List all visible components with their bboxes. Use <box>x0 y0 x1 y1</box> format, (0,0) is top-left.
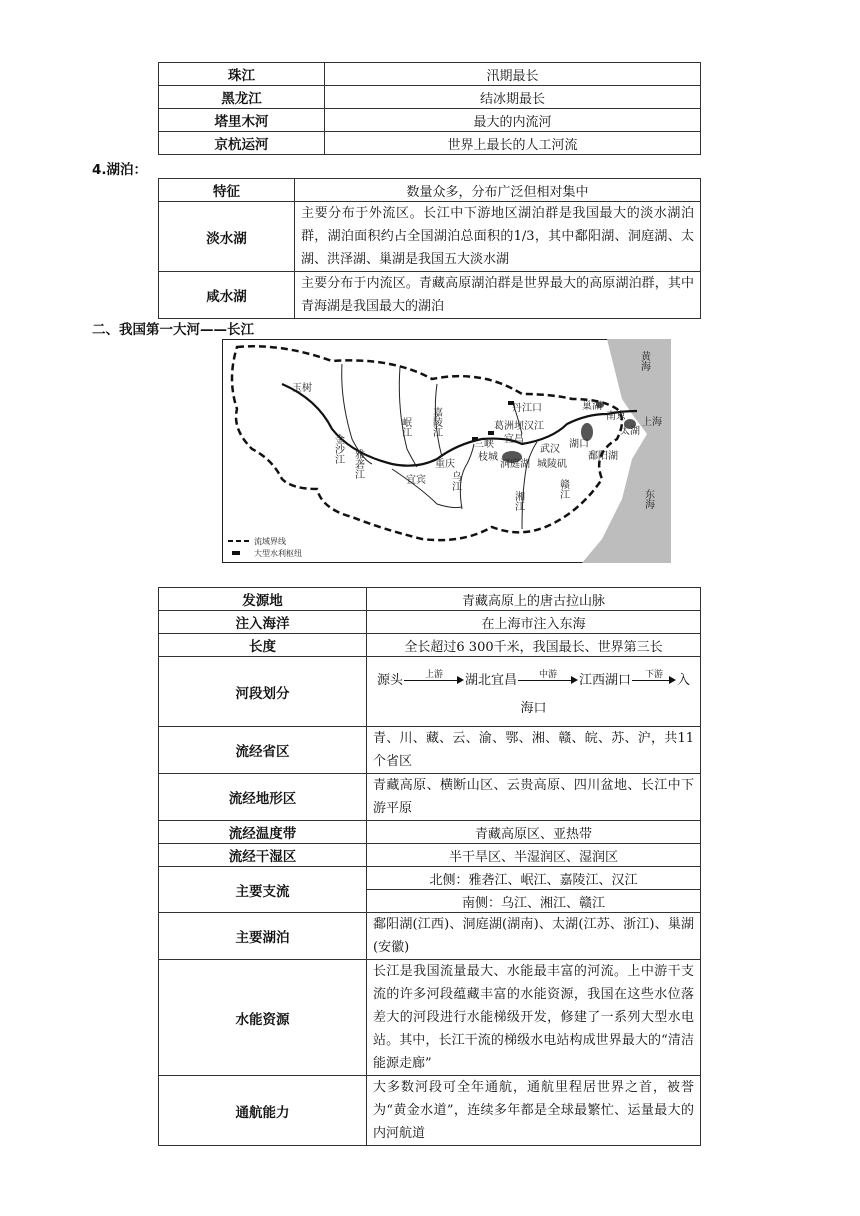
flow-arrow-label: 中游 <box>538 670 557 680</box>
map-label: 上海 <box>642 417 662 428</box>
river-section-flow <box>367 657 701 727</box>
row-label: 注入海洋 <box>159 611 367 634</box>
table-row <box>159 202 701 272</box>
table-row <box>159 727 701 774</box>
table-row <box>159 588 701 611</box>
river-name: 黑龙江 <box>159 86 325 109</box>
map-label: 丹江口 <box>512 403 542 414</box>
table-row <box>159 821 701 844</box>
table-row <box>159 132 701 155</box>
table-row <box>159 960 701 1076</box>
lakes-table <box>158 178 701 319</box>
map-label: 宜昌 <box>504 434 524 445</box>
flow-point: 入海口 <box>520 672 691 716</box>
map-label: 汉江 <box>524 421 544 432</box>
map-label: 葛洲坝 <box>494 421 524 432</box>
map-label: 太湖 <box>620 426 640 437</box>
map-label: 湖口 <box>569 439 589 450</box>
map-label: 城陵矶 <box>537 459 567 470</box>
row-value: 北侧：雅砻江、岷江、嘉陵江、汉江 <box>367 867 701 890</box>
river-feature: 结冰期最长 <box>325 86 701 109</box>
row-label: 河段划分 <box>159 657 367 727</box>
table-row <box>159 1076 701 1146</box>
row-value: 青藏高原区、亚热带 <box>367 821 701 844</box>
row-value: 青藏高原上的唐古拉山脉 <box>367 588 701 611</box>
map-label: 金沙江 <box>332 434 344 464</box>
river-name: 塔里木河 <box>159 109 325 132</box>
map-label: 乌江 <box>449 471 461 491</box>
table-row <box>159 634 701 657</box>
row-value: 南侧：乌江、湘江、赣江 <box>367 890 701 913</box>
map-label: 洞庭湖 <box>500 459 530 470</box>
lakes-heading: 4.湖泊： <box>92 162 148 178</box>
row-label: 发源地 <box>159 588 367 611</box>
row-label: 主要支流 <box>159 867 367 913</box>
flow-arrow <box>518 670 578 687</box>
row-value: 鄱阳湖(江西)、洞庭湖(湖南)、太湖(江苏、浙江)、巢湖(安徽) <box>367 913 701 960</box>
table-row <box>159 844 701 867</box>
lake-row-text: 主要分布于外流区。长江中下游地区湖泊群是我国最大的淡水湖泊群，湖泊面积约占全国湖泊总面积的1/3，其中鄱阳湖、洞庭湖、太湖、洪泽湖、巢湖是我国五大淡水湖 <box>295 202 701 272</box>
row-label: 长度 <box>159 634 367 657</box>
row-value: 青、川、藏、云、渝、鄂、湘、赣、皖、苏、沪，共11个省区 <box>367 727 701 774</box>
section2-heading: 二、我国第一大河——长江 <box>92 322 254 338</box>
map-label: 嘉陵江 <box>430 407 442 437</box>
table-row <box>159 179 701 202</box>
map-label: 东海 <box>642 489 654 509</box>
river-feature: 汛期最长 <box>325 63 701 86</box>
legend-label: 大型水利枢纽 <box>254 549 302 558</box>
flow-point: 江西湖口 <box>579 672 632 688</box>
table-row <box>159 774 701 821</box>
flow-arrow <box>404 670 464 687</box>
row-label: 流经温度带 <box>159 821 367 844</box>
table-row <box>159 657 701 727</box>
flow-arrow-label: 上游 <box>424 670 443 680</box>
table-row <box>159 272 701 319</box>
table-row <box>159 63 701 86</box>
row-label: 流经省区 <box>159 727 367 774</box>
map-label: 玉树 <box>292 383 312 394</box>
table-row <box>159 611 701 634</box>
yangtze-basin-map <box>222 339 671 563</box>
row-label: 流经地形区 <box>159 774 367 821</box>
rivers-table <box>158 62 701 155</box>
legend-label: 流域界线 <box>254 537 286 546</box>
map-label: 南京 <box>606 411 626 422</box>
row-value: 长江是我国流量最大、水能最丰富的河流。上中游干支流的许多河段蕴藏丰富的水能资源，我国在这些水位落差大的河段进行水能梯级开发，修建了一系列大型水电站。其中，长江干流的梯级水电站构成世界最大的“清洁能源走廊” <box>367 960 701 1076</box>
row-value: 全长超过6 300千米，我国最长、世界第三长 <box>367 634 701 657</box>
table-row <box>159 109 701 132</box>
row-label: 通航能力 <box>159 1076 367 1146</box>
map-label: 湘江 <box>512 491 524 511</box>
map-label: 宜宾 <box>406 475 426 486</box>
flow-arrow-label: 下游 <box>645 670 664 680</box>
map-label: 武汉 <box>540 444 560 455</box>
row-value: 大多数河段可全年通航，通航里程居世界之首，被誉为“黄金水道”，连续多年都是全球最繁忙、运量最大的内河航道 <box>367 1076 701 1146</box>
lake-row-label: 咸水湖 <box>159 272 295 319</box>
row-value: 青藏高原、横断山区、云贵高原、四川盆地、长江中下游平原 <box>367 774 701 821</box>
row-label: 水能资源 <box>159 960 367 1076</box>
lake-row-text: 主要分布于内流区。青藏高原湖泊群是世界最大的高原湖泊群，其中青海湖是我国最大的湖泊 <box>295 272 701 319</box>
table-row <box>159 867 701 890</box>
row-label: 流经干湿区 <box>159 844 367 867</box>
table-row <box>159 86 701 109</box>
lake-row-text: 数量众多，分布广泛但相对集中 <box>295 179 701 202</box>
map-label: 岷江 <box>399 417 411 437</box>
river-feature: 最大的内流河 <box>325 109 701 132</box>
river-feature: 世界上最长的人工河流 <box>325 132 701 155</box>
map-label: 重庆 <box>435 459 455 470</box>
map-label: 雅砻江 <box>352 449 364 479</box>
map-label: 三峡 <box>474 439 494 450</box>
row-value: 半干旱区、半湿润区、湿润区 <box>367 844 701 867</box>
yangtze-table <box>158 587 701 1146</box>
lake-row-label: 特征 <box>159 179 295 202</box>
map-label: 枝城 <box>478 452 498 463</box>
map-label: 赣江 <box>557 479 569 499</box>
row-value: 在上海市注入东海 <box>367 611 701 634</box>
river-name: 京杭运河 <box>159 132 325 155</box>
table-row <box>159 913 701 960</box>
map-label: 鄱阳湖 <box>588 451 618 462</box>
map-label: 黄海 <box>638 351 650 371</box>
row-label: 主要湖泊 <box>159 913 367 960</box>
legend-dam-symbol <box>232 551 240 555</box>
river-name: 珠江 <box>159 63 325 86</box>
map-label: 巢湖 <box>582 401 602 412</box>
flow-point: 湖北宜昌 <box>464 672 517 688</box>
flow-arrow <box>632 670 676 687</box>
flow-point: 源头 <box>376 672 403 688</box>
lake-row-label: 淡水湖 <box>159 202 295 272</box>
